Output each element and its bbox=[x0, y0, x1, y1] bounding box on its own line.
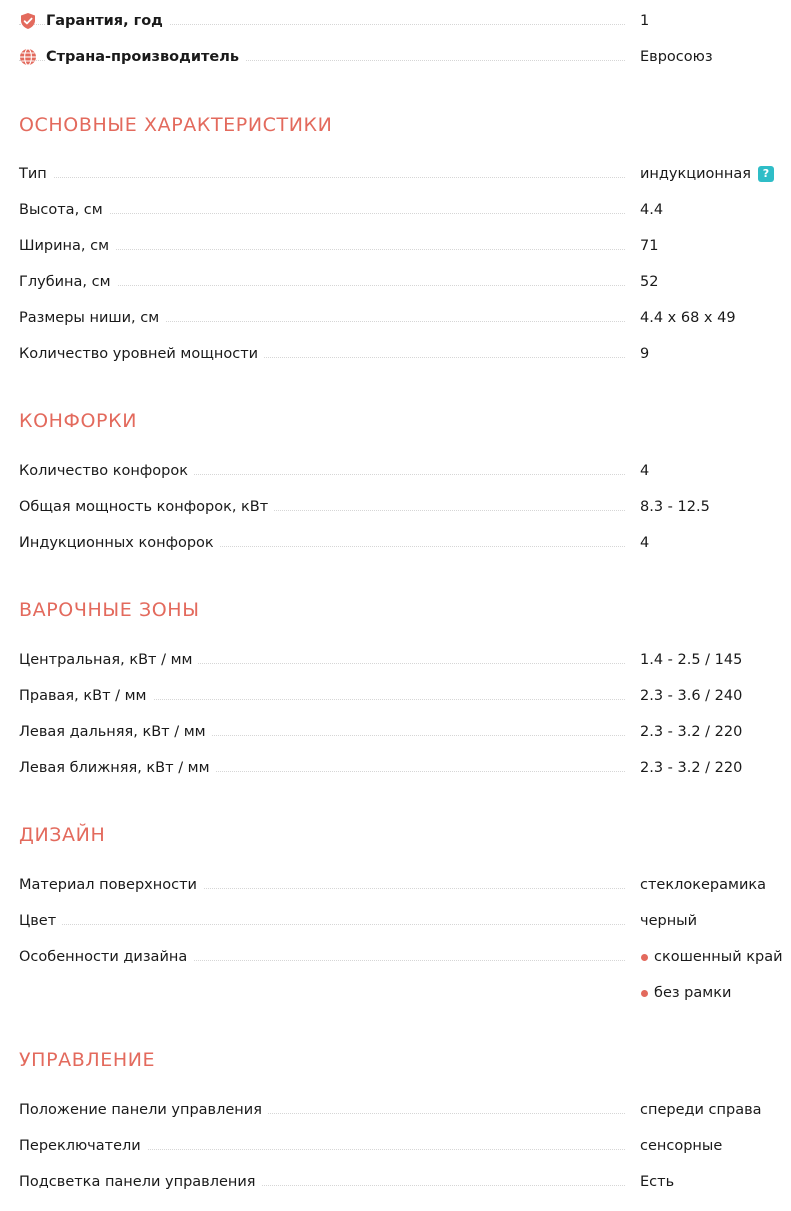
spec-value: индукционная bbox=[640, 166, 752, 182]
spec-label: Цвет bbox=[19, 909, 62, 933]
spec-label: Ширина, см bbox=[19, 234, 115, 258]
spec-value: Есть bbox=[640, 1174, 675, 1190]
spec-label: Количество конфорок bbox=[19, 459, 194, 483]
spec-row-switches bbox=[19, 1134, 791, 1158]
dotted-leader bbox=[19, 924, 625, 925]
spec-value: черный bbox=[640, 913, 698, 929]
spec-value: 1 bbox=[640, 13, 650, 29]
spec-value: 8.3 - 12.5 bbox=[640, 499, 710, 515]
spec-row-burner-count bbox=[19, 459, 791, 483]
spec-label: Тип bbox=[19, 162, 53, 186]
section-title-zones: ВАРОЧНЫЕ ЗОНЫ bbox=[19, 599, 200, 621]
section-title-main: ОСНОВНЫЕ ХАРАКТЕРИСТИКИ bbox=[19, 114, 333, 136]
spec-row-warranty bbox=[19, 9, 791, 33]
spec-label: Общая мощность конфорок, кВт bbox=[19, 495, 274, 519]
spec-label: Правая, кВт / мм bbox=[19, 684, 153, 708]
spec-row-zone-left-far bbox=[19, 720, 791, 744]
section-title-burners: КОНФОРКИ bbox=[19, 410, 138, 432]
spec-value: 2.3 - 3.6 / 240 bbox=[640, 688, 743, 704]
spec-value: 71 bbox=[640, 238, 659, 254]
spec-label: Страна-производитель bbox=[46, 45, 245, 69]
spec-label: Центральная, кВт / мм bbox=[19, 648, 198, 672]
spec-row-width bbox=[19, 234, 791, 258]
section-title-control: УПРАВЛЕНИЕ bbox=[19, 1049, 156, 1071]
spec-value: 52 bbox=[640, 274, 659, 290]
spec-value: сенсорные bbox=[640, 1138, 723, 1154]
section-title-design: ДИЗАЙН bbox=[19, 824, 106, 846]
spec-row-panel-backlight bbox=[19, 1170, 791, 1194]
shield-check-icon bbox=[19, 12, 37, 30]
spec-label: Левая дальняя, кВт / мм bbox=[19, 720, 212, 744]
spec-label: Положение панели управления bbox=[19, 1098, 268, 1122]
spec-label: Материал поверхности bbox=[19, 873, 203, 897]
spec-row-color bbox=[19, 909, 791, 933]
globe-icon bbox=[19, 48, 37, 66]
spec-row-country bbox=[19, 45, 791, 69]
spec-label: Левая ближняя, кВт / мм bbox=[19, 756, 216, 780]
spec-row-surface-material bbox=[19, 873, 791, 897]
spec-row-depth bbox=[19, 270, 791, 294]
spec-value: стеклокерамика bbox=[640, 877, 767, 893]
spec-value-bullet: без рамки bbox=[640, 981, 731, 1005]
spec-row-height bbox=[19, 198, 791, 222]
spec-row-zone-left-near bbox=[19, 756, 791, 780]
spec-value-bullet: скошенный край bbox=[640, 945, 783, 969]
spec-value: 9 bbox=[640, 346, 650, 362]
spec-label: Глубина, см bbox=[19, 270, 117, 294]
spec-label: Индукционных конфорок bbox=[19, 531, 220, 555]
spec-value: 4.4 bbox=[640, 202, 664, 218]
spec-row-niche-size bbox=[19, 306, 791, 330]
spec-row-zone-central bbox=[19, 648, 791, 672]
spec-label: Подсветка панели управления bbox=[19, 1170, 262, 1194]
dotted-leader bbox=[19, 213, 625, 214]
spec-value: 1.4 - 2.5 / 145 bbox=[640, 652, 743, 668]
spec-value: спереди справа bbox=[640, 1102, 762, 1118]
spec-label: Гарантия, год bbox=[46, 9, 169, 33]
help-button[interactable]: ? bbox=[758, 166, 774, 182]
spec-row-panel-position bbox=[19, 1098, 791, 1122]
spec-value: 2.3 - 3.2 / 220 bbox=[640, 724, 743, 740]
spec-value: Евросоюз bbox=[640, 49, 713, 65]
spec-label: Переключатели bbox=[19, 1134, 147, 1158]
spec-label: Высота, см bbox=[19, 198, 109, 222]
spec-value: 4.4 x 68 x 49 bbox=[640, 310, 736, 326]
spec-label: Размеры ниши, см bbox=[19, 306, 165, 330]
spec-label: Количество уровней мощности bbox=[19, 342, 264, 366]
spec-value: 4 bbox=[640, 535, 650, 551]
spec-row-design-features-cont bbox=[19, 981, 791, 1005]
dotted-leader bbox=[19, 177, 625, 178]
spec-row-type bbox=[19, 162, 791, 186]
spec-value: 4 bbox=[640, 463, 650, 479]
spec-label: Особенности дизайна bbox=[19, 945, 193, 969]
spec-row-induction-burners bbox=[19, 531, 791, 555]
spec-value: 2.3 - 3.2 / 220 bbox=[640, 760, 743, 776]
spec-row-total-power bbox=[19, 495, 791, 519]
spec-row-design-features bbox=[19, 945, 791, 969]
spec-row-power-levels bbox=[19, 342, 791, 366]
spec-row-zone-right bbox=[19, 684, 791, 708]
